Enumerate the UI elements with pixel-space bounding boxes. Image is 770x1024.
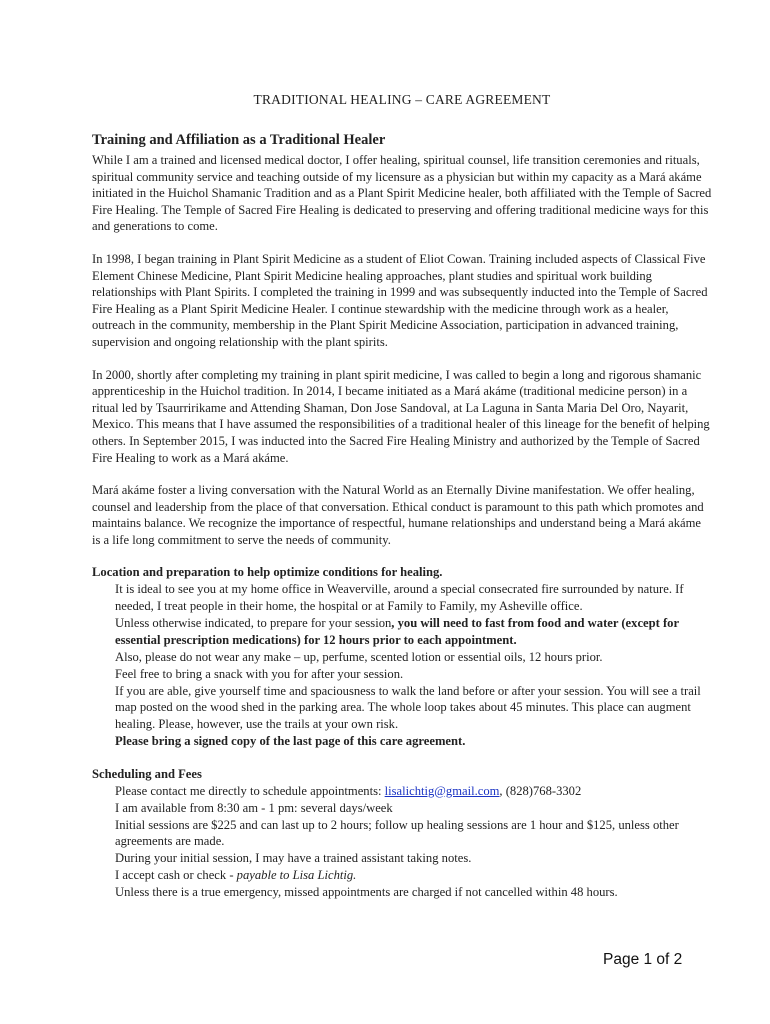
payment-text: I accept cash or check - xyxy=(115,868,237,883)
scheduling-line-hours: I am available from 8:30 am - 1 pm: several days/week xyxy=(115,800,393,815)
document-title: TRADITIONAL HEALING – CARE AGREEMENT xyxy=(253,92,551,107)
paragraph-mara-akame: Mará akáme foster a living conversation with the Natural World as an Eternally Divine manifestation. We offer healing, counsel and leadership from the place of that conversation. Ethical conduct is paramount to this path which promotes and maintains balance. We recognize the importance of respectful, humane relationships and understand being a Mará akáme is a life long commitment to serve the needs of community. xyxy=(92,483,704,547)
location-list xyxy=(92,581,712,750)
section-heading-training: Training and Affiliation as a Traditional Healer xyxy=(92,132,386,148)
phone-text: , (828)768-3302 xyxy=(499,783,582,798)
location-line-signed-copy: Please bring a signed copy of the last page of this care agreement. xyxy=(115,734,466,749)
contact-text: Please contact me directly to schedule appointments: xyxy=(115,783,385,798)
scheduling-line-fees: Initial sessions are $225 and can last up to 2 hours; follow up healing sessions are 1 hour and $125, unless other agreements are made. xyxy=(115,817,679,849)
payment-payee-text: payable to Lisa Lichtig. xyxy=(236,868,357,883)
location-line-snack: Feel free to bring a snack with you for after your session. xyxy=(115,666,404,681)
section-heading-scheduling: Scheduling and Fees xyxy=(92,767,202,782)
scheduling-line-contact xyxy=(115,783,712,800)
paragraph-intro: While I am a trained and licensed medical doctor, I offer healing, spiritual counsel, life transition ceremonies and rituals, spiritual community service and teaching outside of my licensure as a physician but within my capacity as a Mará akáme initiated in the Huichol Shamanic Tradition and as a Plant Spirit Medicine healer, both affiliated with the Temple of Sacred Fire Healing. The Temple of Sacred Fire Healing is dedicated to preserving and offering traditional medicine ways for this and generations to come. xyxy=(92,153,712,234)
location-line-trail: If you are able, give yourself time and spaciousness to walk the land before or after your session. You will see a trail map posted on the wood shed in the parking area. The whole loop takes about 45 minutes. This place can augment healing. Please, however, use the trails at your own risk. xyxy=(115,683,701,732)
fasting-requirement-text: , you will need to fast from food and water (except for essential prescription medications) for 12 hours prior to each appointment. xyxy=(115,615,679,647)
fasting-intro-text: Unless otherwise indicated, to prepare for your session xyxy=(115,615,392,630)
location-line-fasting xyxy=(115,615,712,649)
document-page xyxy=(92,92,712,901)
scheduling-list xyxy=(92,783,712,901)
location-line-office: It is ideal to see you at my home office in Weaverville, around a special consecrated fire surrounded by nature. If needed, I treat people in their home, the hospital or at Family to Family, my Asheville office. xyxy=(115,582,684,613)
scheduling-line-assistant: During your initial session, I may have a trained assistant taking notes. xyxy=(115,851,472,866)
paragraph-huichol: In 2000, shortly after completing my training in plant spirit medicine, I was called to begin a long and rigorous shamanic apprenticeship in the Huichol tradition. In 2014, I became initiated as a Mará akáme (traditional medicine person) in a ritual led by Tsaurririkame and Attending Shaman, Don Jose Sandoval, at La Laguna in Santa Maria Del Oro, Nayarit, Mexico. This means that I have assumed the responsibilities of a traditional healer of this lineage for the benefit of helping others. In September 2015, I was inducted into the Sacred Fire Healing Ministry and authorized by the Temple of Sacred Fire Healing to work as a Mará akáme. xyxy=(92,367,710,465)
location-line-makeup: Also, please do not wear any make – up, perfume, scented lotion or essential oils, 12 hours prior. xyxy=(115,649,603,664)
scheduling-line-payment xyxy=(115,867,712,884)
scheduling-line-missed: Unless there is a true emergency, missed appointments are charged if not cancelled within 48 hours. xyxy=(115,885,618,900)
email-link[interactable]: lisalichtig@gmail.com xyxy=(384,783,500,798)
paragraph-plant-spirit: In 1998, I began training in Plant Spirit Medicine as a student of Eliot Cowan. Training included aspects of Classical Five Element Chinese Medicine, Plant Spirit Medicine healing approaches, plant studies and spiritual work building relationships with Plant Spirits. I completed the training in 1999 and was subsequently inducted into the Temple of Sacred Fire Healing as a Plant Spirit Medicine Healer. I continue stewardship with the medicine through work as a healer, outreach in the community, membership in the Plant Spirit Medicine Association, participation in advanced training, supervision and ongoing relationship with the plant spirits. xyxy=(92,251,708,349)
section-heading-location: Location and preparation to help optimize conditions for healing. xyxy=(92,565,443,580)
page-number: Page 1 of 2 xyxy=(603,951,683,968)
